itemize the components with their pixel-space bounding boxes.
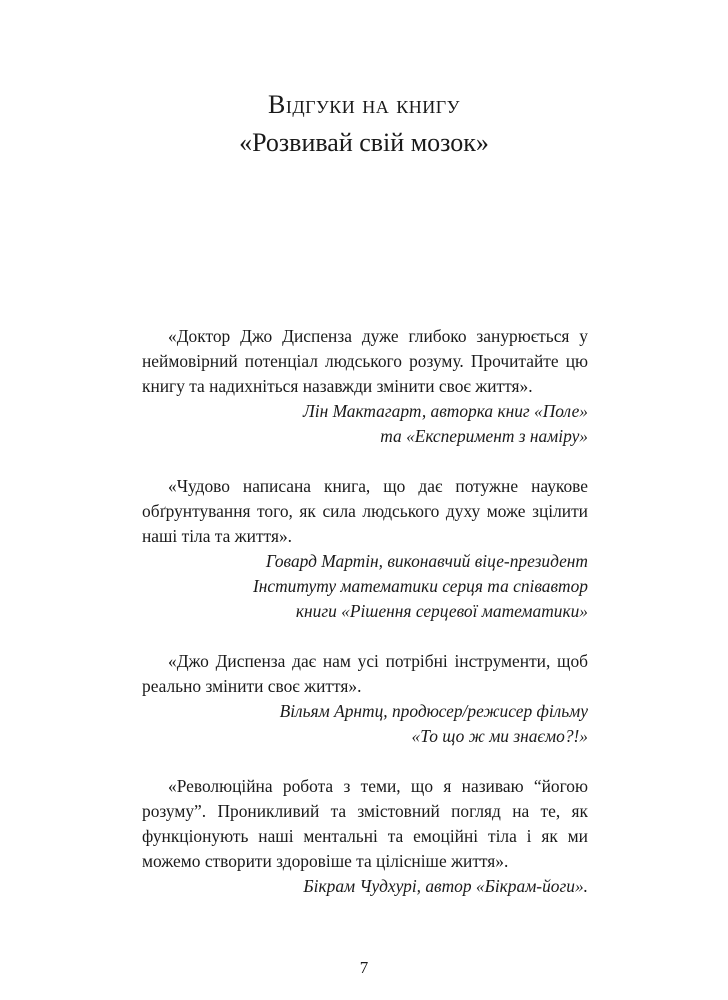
review-4 <box>142 774 588 899</box>
page-number: 7 <box>359 958 369 977</box>
review-attribution-line: Говард Мартін, виконавчий віце-президент <box>265 551 588 571</box>
review-attribution-line: книги «Рішення серцевої математики» <box>295 601 588 621</box>
review-quote: «Чудово написана книга, що дає потужне наукове обґрунтування того, як сила людського духу може зцілити наші тіла та життя». <box>142 476 588 546</box>
page-heading <box>0 86 728 162</box>
review-attribution-line: та «Експеримент з наміру» <box>380 426 588 446</box>
review-attribution-line: Інституту математики серця та співавтор <box>252 576 588 596</box>
reviews-list <box>142 324 588 924</box>
review-attribution-line: Вільям Арнтц, продюсер/режисер фільму <box>279 701 588 721</box>
review-attribution-line: Лін Мактагарт, авторка книг «Поле» <box>302 401 588 421</box>
review-1 <box>142 324 588 449</box>
review-quote: «Доктор Джо Диспенза дуже глибоко занурюється у неймовірний потенціал людського розуму. Прочитайте цю книгу та надихніться назавжди змінити своє життя». <box>142 326 588 396</box>
review-2 <box>142 474 588 624</box>
heading-line-1: Відгуки на книгу <box>268 90 460 119</box>
heading-line-2: «Розвивай свій мозок» <box>239 128 489 157</box>
review-attribution-line: «То що ж ми знаємо?!» <box>411 726 588 746</box>
review-attribution-line: Бікрам Чудхурі, автор «Бікрам-йоги». <box>303 876 588 896</box>
review-quote: «Революційна робота з теми, що я називаю “йогою розуму”. Проникливий та змістовний погляд на те, як функціонують наші ментальні та емоційні тіла і як ми можемо створити здоровіше та цілісніше життя». <box>142 776 588 871</box>
review-quote: «Джо Диспенза дає нам усі потрібні інструменти, щоб реально змінити своє життя». <box>142 651 588 696</box>
review-3 <box>142 649 588 749</box>
